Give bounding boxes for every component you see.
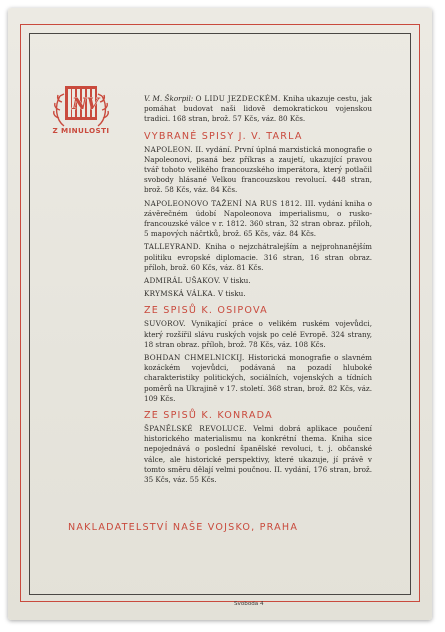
book-entry: KRYMSKÁ VÁLKA. V tisku.	[144, 289, 246, 299]
intro-author: V. M. Škorpil:	[144, 94, 194, 103]
book-entry: ŠPANĚLSKÉ REVOLUCE. Velmi dobrá aplikace poučení historického materialismu na konkrétní thema. Kniha sice nepojednává o poslední španělské revoluci, t. j. občanské válce, ale historické perspektivy, které ukazuje, jí právě v tomto směru dělají velmi poučnou. II. vydání, 176 stran, brož. 35 Kčs, váz. 55 Kčs.	[144, 424, 372, 485]
intro-title: O LIDU JEZDECKÉM.	[195, 94, 281, 103]
section-heading-tarle: VYBRANÉ SPISY J. V. TARLA	[144, 130, 303, 142]
logo-text: Z MINULOSTI	[52, 126, 110, 135]
book-entry: NAPOLEONOVO TAŽENÍ NA RUS 1812. III. vydání kniha o závěrečném údobí Napoleonova imperialismu, o rusko-francouzské válce v r. 1812. 360 stran, 32 stran obraz. příloh, 5 mapových náčrtků, brož. 65 Kčs, váz. 84 Kčs.	[144, 198, 372, 239]
section-heading-osipov: ZE SPISŮ K. OSIPOVA	[144, 305, 268, 317]
intro-entry	[144, 94, 372, 125]
book-entry: TALLEYRAND. Kniha o nejzchátralejším a nejprohnanějším politiku evropské diplomacie. 316 stran, 16 stran obraz. příloh, brož. 60 Kčs, váz. 81 Kčs.	[144, 242, 372, 272]
book-entry: BOHDAN CHMELNICKIJ. Historická monografie o slavném kozáckém vojevůdci, podávaná na pozadí hluboké charakteristiky politických, sociálních, vojenských a tídních poměrů na Ukrajině v 17. století. 368 stran, brož. 82 Kčs, váz. 109 Kčs.	[144, 353, 372, 403]
book-entry: NAPOLEON. II. vydání. První úplná marxistická monografie o Napoleonovi, psaná bez příkras a zaujetí, ukazující pravou tvář tohoto velikého francouzského imperátora, který potlačil svobody hlásané Velkou francouzskou revolucí. 448 stran, brož. 58 Kčs, váz. 84 Kčs.	[144, 144, 372, 195]
publisher-name: NAKLADATELSTVÍ NAŠE VOJSKO, PRAHA	[68, 522, 299, 533]
section-heading-konrad: ZE SPISŮ K. KONRADA	[144, 410, 273, 422]
edition-logo	[46, 76, 116, 138]
book-entry: SUVOROV. Vynikající práce o velikém ruském vojevůdci, který rozšířil slávu ruských vojsk po celé Evropě. 324 strany, 18 stran obraz. příloh, brož. 78 Kčs, váz. 108 Kčs.	[144, 319, 373, 349]
logo-letters: NV	[72, 94, 100, 113]
print-mark: Svoboda 4	[234, 601, 264, 607]
intro-text: Kniha ukazuje cestu, jak pomáhat budovat naši lidově demokratickou vojenskou tradici. 168 stran, brož. 57 Kčs, váz. 80 Kčs.	[144, 94, 373, 124]
book-list	[144, 94, 372, 485]
book-entry: ADMIRÁL UŠAKOV. V tisku.	[144, 276, 251, 286]
